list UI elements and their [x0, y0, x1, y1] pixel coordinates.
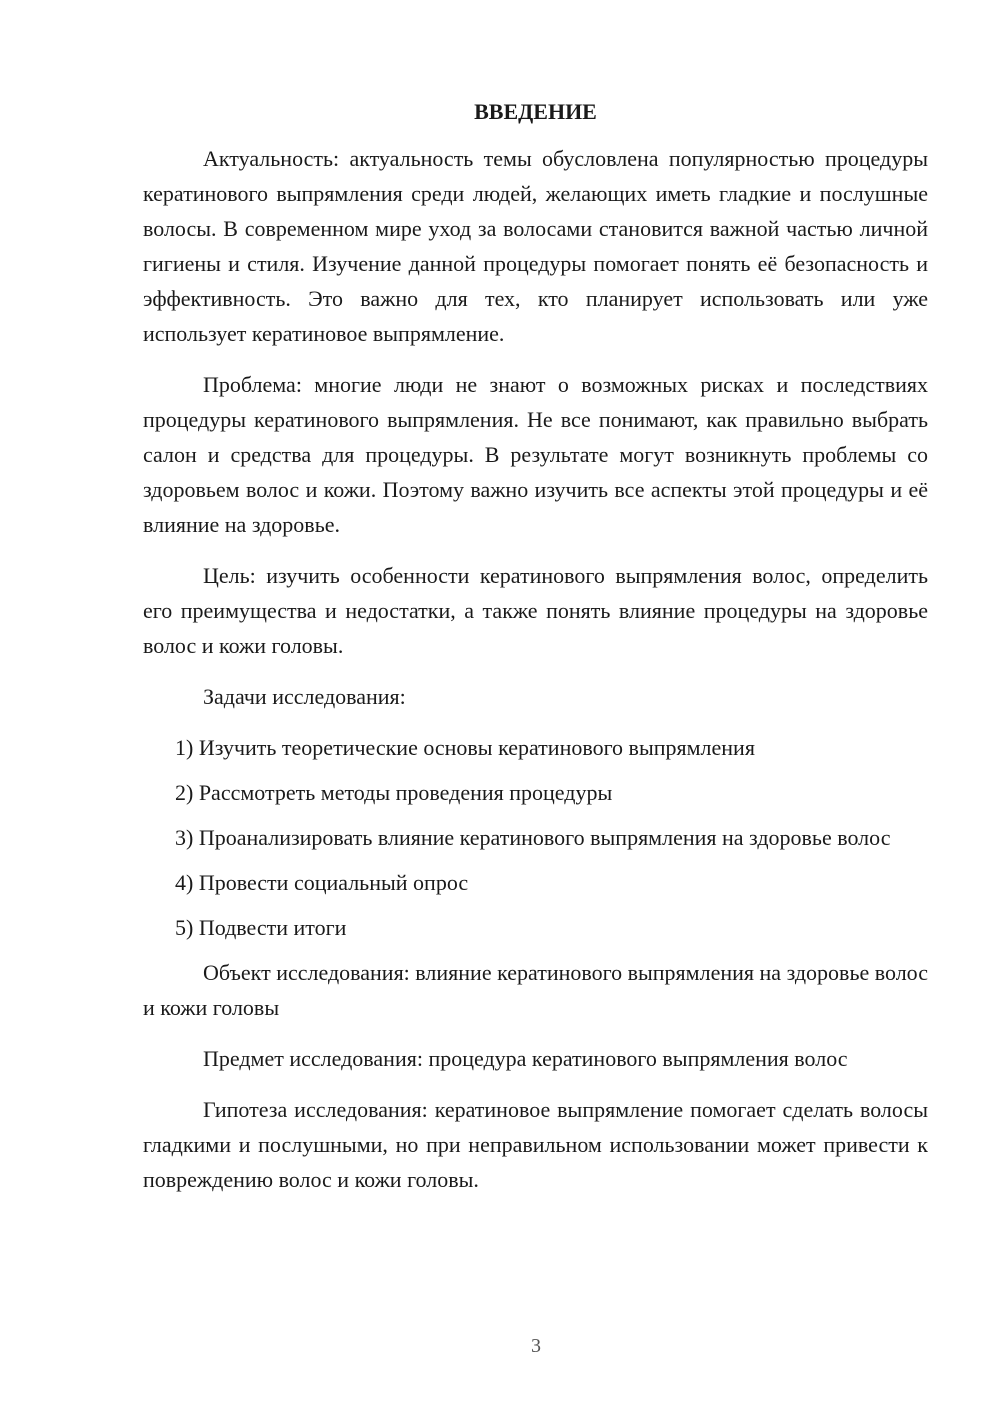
task-item: 1) Изучить теоретические основы кератинового выпрямления — [175, 735, 755, 760]
task-item: 5) Подвести итоги — [175, 915, 347, 940]
paragraph-subject: Предмет исследования: процедура кератинового выпрямления волос — [203, 1046, 848, 1071]
paragraph-problem: Проблема: многие люди не знают о возможных рисках и последствиях процедуры кератинового выпрямления. Не все понимают, как правильно выбрать салон и средства для процедуры. В результате могут возникнуть проблемы со здоровьем волос и кожи. Поэтому важно изучить все аспекты этой процедуры и её влияние на здоровье. — [143, 372, 928, 537]
page-content — [143, 94, 928, 1213]
task-item: 2) Рассмотреть методы проведения процедуры — [175, 780, 613, 805]
task-item: 3) Проанализировать влияние кератинового выпрямления на здоровье волос — [175, 825, 891, 850]
tasks-heading: Задачи исследования: — [203, 684, 406, 709]
tasks-list — [143, 730, 928, 945]
task-item: 4) Провести социальный опрос — [175, 870, 469, 895]
section-title: ВВЕДЕНИЕ — [474, 99, 597, 124]
paragraph-goal: Цель: изучить особенности кератинового выпрямления волос, определить его преимущества и недостатки, а также понять влияние процедуры на здоровье волос и кожи головы. — [143, 563, 928, 658]
paragraph-object: Объект исследования: влияние кератинового выпрямления на здоровье волос и кожи головы — [143, 960, 928, 1020]
paragraph-relevance: Актуальность: актуальность темы обусловлена популярностью процедуры кератинового выпрямления среди людей, желающих иметь гладкие и послушные волосы. В современном мире уход за волосами становится важной частью личной гигиены и стиля. Изучение данной процедуры помогает понять её безопасность и эффективность. Это важно для тех, кто планирует использовать или уже использует кератиновое выпрямление. — [143, 146, 928, 346]
page-number: 3 — [531, 1335, 541, 1357]
paragraph-hypothesis: Гипотеза исследования: кератиновое выпрямление помогает сделать волосы гладкими и послушными, но при неправильном использовании может привести к повреждению волос и кожи головы. — [143, 1097, 928, 1192]
